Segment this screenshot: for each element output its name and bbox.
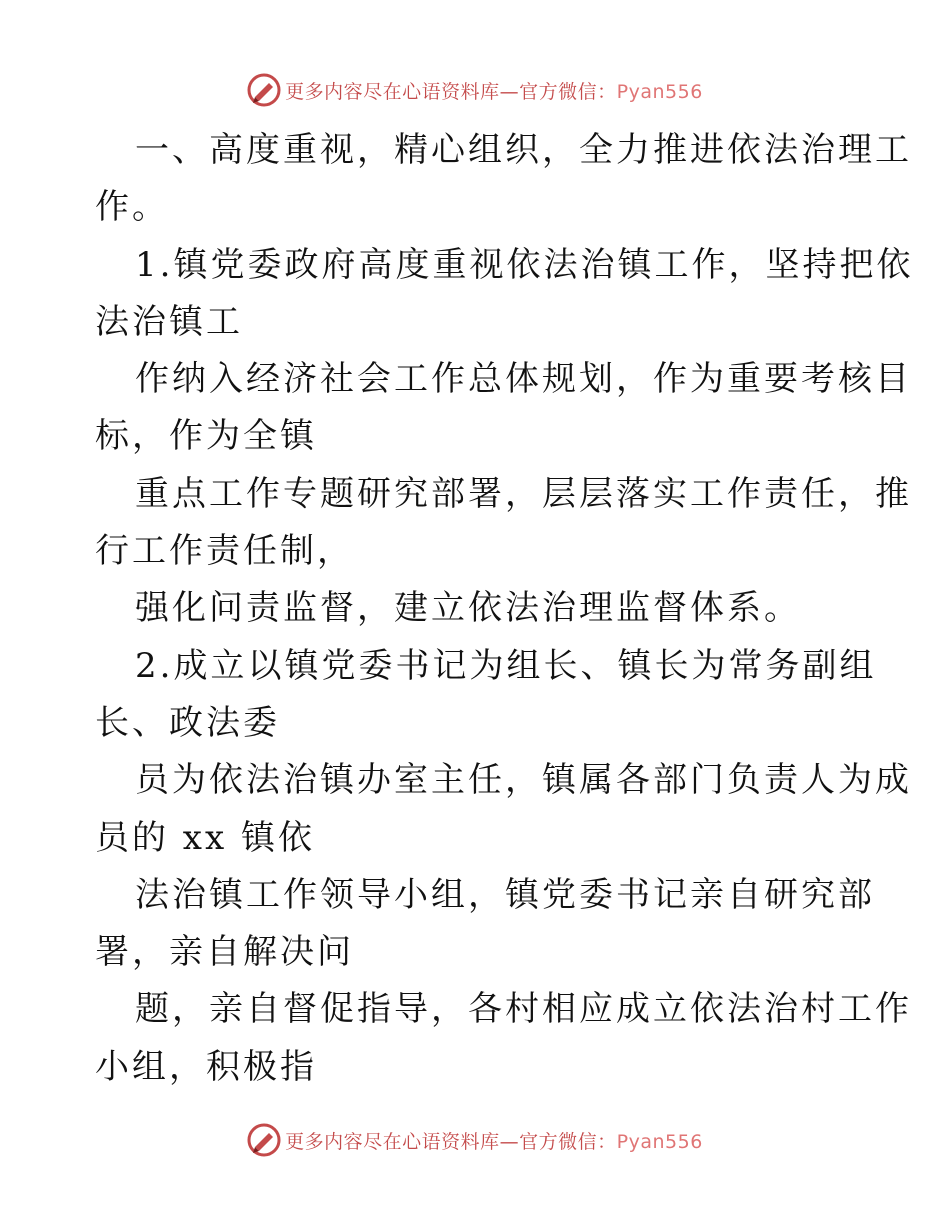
body-line: 强化问责监督，建立依法治理监督体系。 [135, 588, 801, 629]
body-line: 作。 [95, 187, 169, 228]
body-line: 署，亲自解决问 [95, 932, 354, 973]
header-banner-text: 更多内容尽在心语资料库—官方微信：Pyan556 [285, 80, 703, 103]
pen-logo-icon [247, 73, 281, 107]
body-line: 员为依法治镇办室主任，镇属各部门负责人为成 [135, 760, 912, 801]
document-body [95, 122, 914, 1096]
pen-logo-icon [247, 1123, 281, 1157]
header-wechat-id: Pyan556 [616, 80, 703, 103]
body-line: 法治镇工 [95, 301, 243, 342]
footer-wechat-id: Pyan556 [616, 1130, 703, 1153]
body-line: 1.镇党委政府高度重视依法治镇工作，坚持把依 [135, 244, 914, 285]
body-line: 小组，积极指 [95, 1046, 317, 1087]
body-line: 法治镇工作领导小组，镇党委书记亲自研究部 [135, 874, 875, 915]
body-line: 长、政法委 [95, 702, 280, 743]
footer-banner-text: 更多内容尽在心语资料库—官方微信：Pyan556 [285, 1130, 703, 1153]
body-line: 标，作为全镇 [95, 416, 317, 457]
body-line: 行工作责任制， [95, 531, 354, 572]
footer-banner [0, 1120, 950, 1160]
body-line: 员的 xx 镇依 [95, 817, 315, 858]
body-line: 重点工作专题研究部署，层层落实工作责任，推 [135, 473, 912, 514]
header-banner [0, 70, 950, 110]
body-line: 一、高度重视，精心组织，全力推进依法治理工 [135, 130, 912, 170]
body-line: 作纳入经济社会工作总体规划，作为重要考核目 [135, 359, 912, 400]
body-line: 题，亲自督促指导，各村相应成立依法治村工作 [135, 989, 912, 1030]
body-line: 2.成立以镇党委书记为组长、镇长为常务副组 [135, 645, 877, 686]
